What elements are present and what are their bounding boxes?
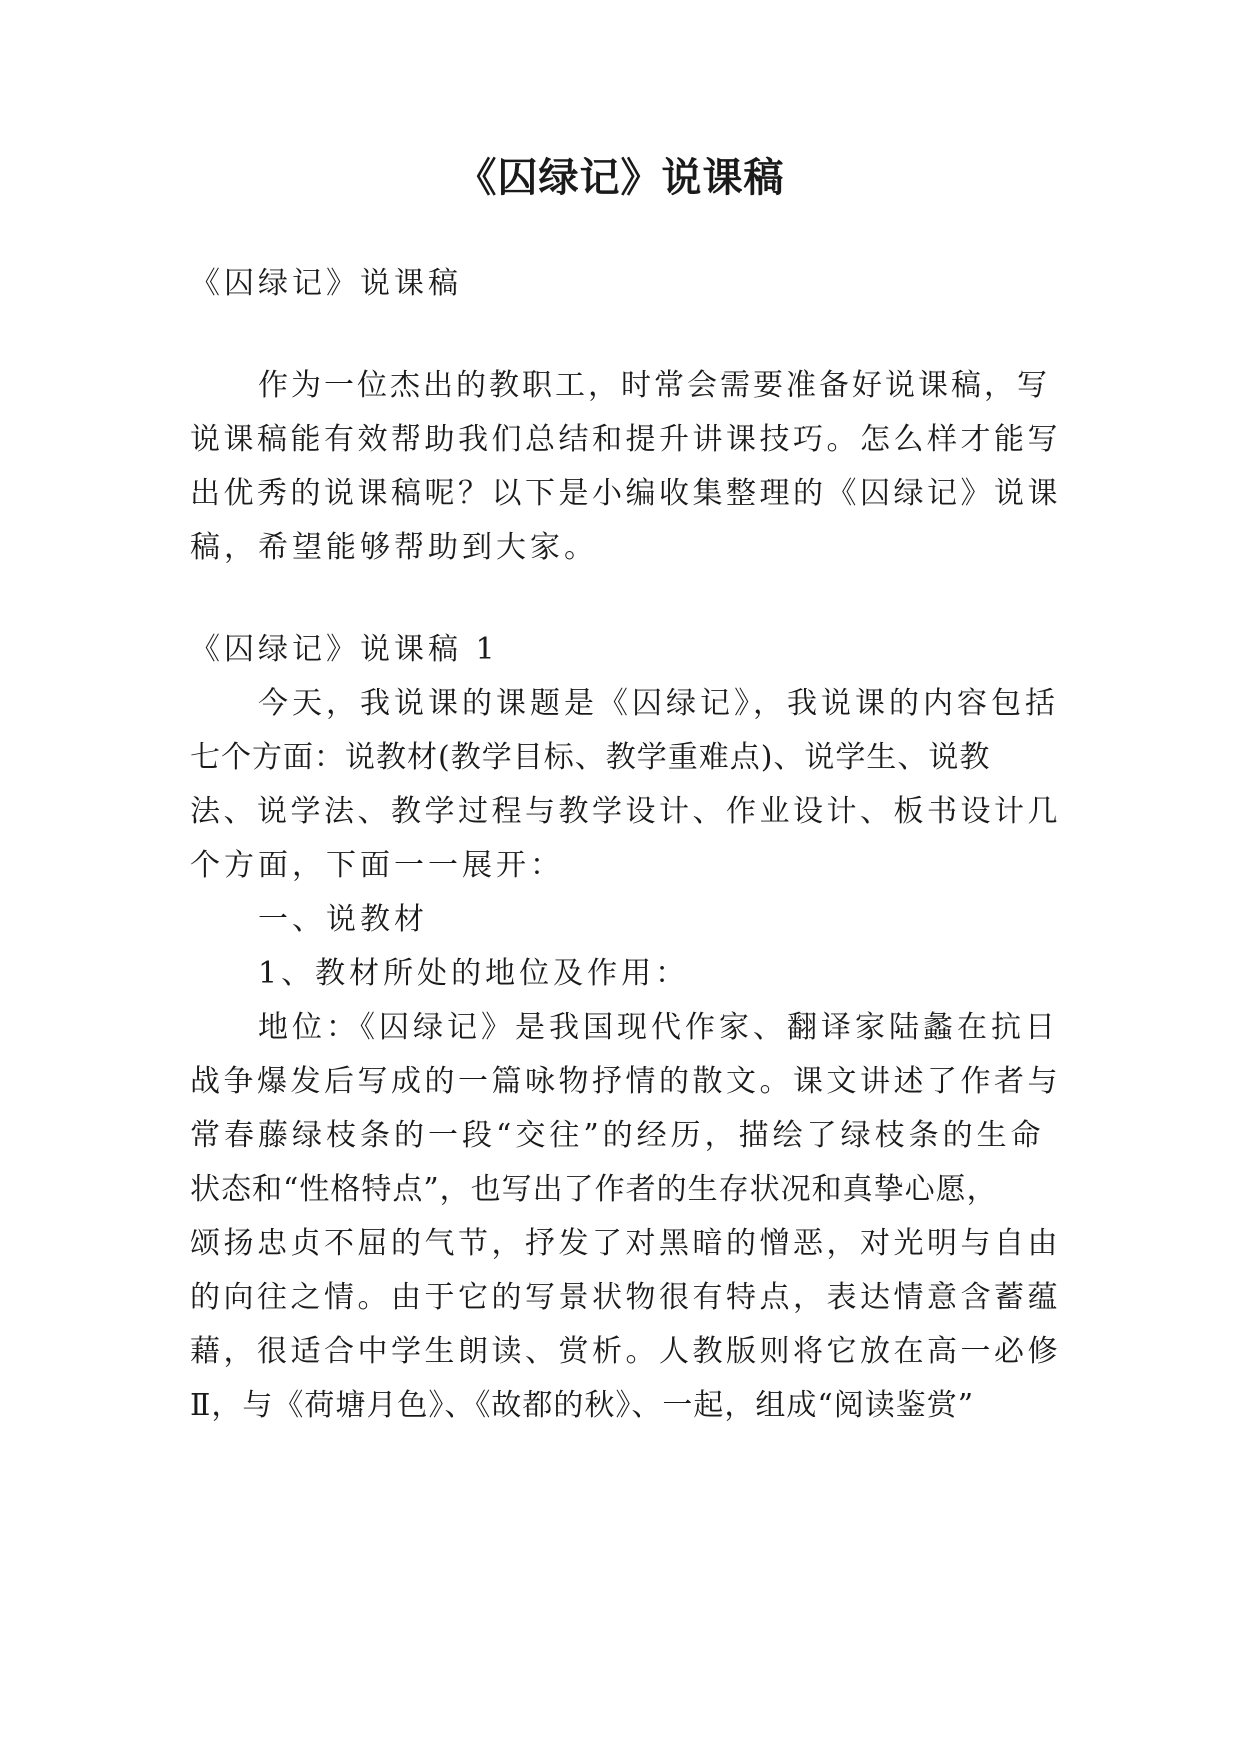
intro-paragraph-line: 出优秀的说课稿呢？以下是小编收集整理的《囚绿记》说课 <box>190 476 1061 511</box>
body-paragraph-line: 今天，我说课的课题是《囚绿记》，我说课的内容包括 <box>258 686 1059 721</box>
body-paragraph-line: 的向往之情。由于它的写景状物很有特点，表达情意含蓄蕴 <box>190 1280 1061 1315</box>
intro-paragraph-line: 稿，希望能够帮助到大家。 <box>190 530 598 565</box>
section-heading: 《囚绿记》说课稿 1 <box>190 632 499 667</box>
body-heading-line: 1、教材所处的地位及作用： <box>258 956 690 991</box>
body-paragraph-line: 七个方面：说教材(教学目标、教学重难点)、说学生、说教 <box>190 740 991 775</box>
body-paragraph-line: 个方面，下面一一展开： <box>190 848 564 883</box>
body-paragraph-line: 颂扬忠贞不屈的气节，抒发了对黑暗的憎恶，对光明与自由 <box>190 1226 1061 1261</box>
body-paragraph-line: 常春藤绿枝条的一段“交往”的经历，描绘了绿枝条的生命 <box>190 1118 1045 1153</box>
document-subtitle: 《囚绿记》说课稿 <box>190 266 462 301</box>
body-paragraph-line: 地位：《囚绿记》是我国现代作家、翻译家陆蠡在抗日 <box>258 1010 1059 1045</box>
intro-paragraph-line: 作为一位杰出的教职工，时常会需要准备好说课稿，写 <box>258 368 1050 403</box>
intro-paragraph-line: 说课稿能有效帮助我们总结和提升讲课技巧。怎么样才能写 <box>190 422 1061 457</box>
body-paragraph-line: 法、说学法、教学过程与教学设计、作业设计、板书设计几 <box>190 794 1061 829</box>
document-title: 《囚绿记》说课稿 <box>456 155 785 201</box>
body-paragraph-line: 藉，很适合中学生朗读、赏析。人教版则将它放在高一必修 <box>190 1334 1061 1369</box>
body-paragraph-line: 状态和“性格特点”，也写出了作者的生存状况和真挚心愿， <box>190 1172 998 1207</box>
body-paragraph-line: Ⅱ，与《荷塘月色》、《故都的秋》、一起，组成“阅读鉴赏” <box>190 1388 975 1423</box>
body-heading-line: 一、说教材 <box>258 902 428 937</box>
body-paragraph-line: 战争爆发后写成的一篇咏物抒情的散文。课文讲述了作者与 <box>190 1064 1061 1099</box>
